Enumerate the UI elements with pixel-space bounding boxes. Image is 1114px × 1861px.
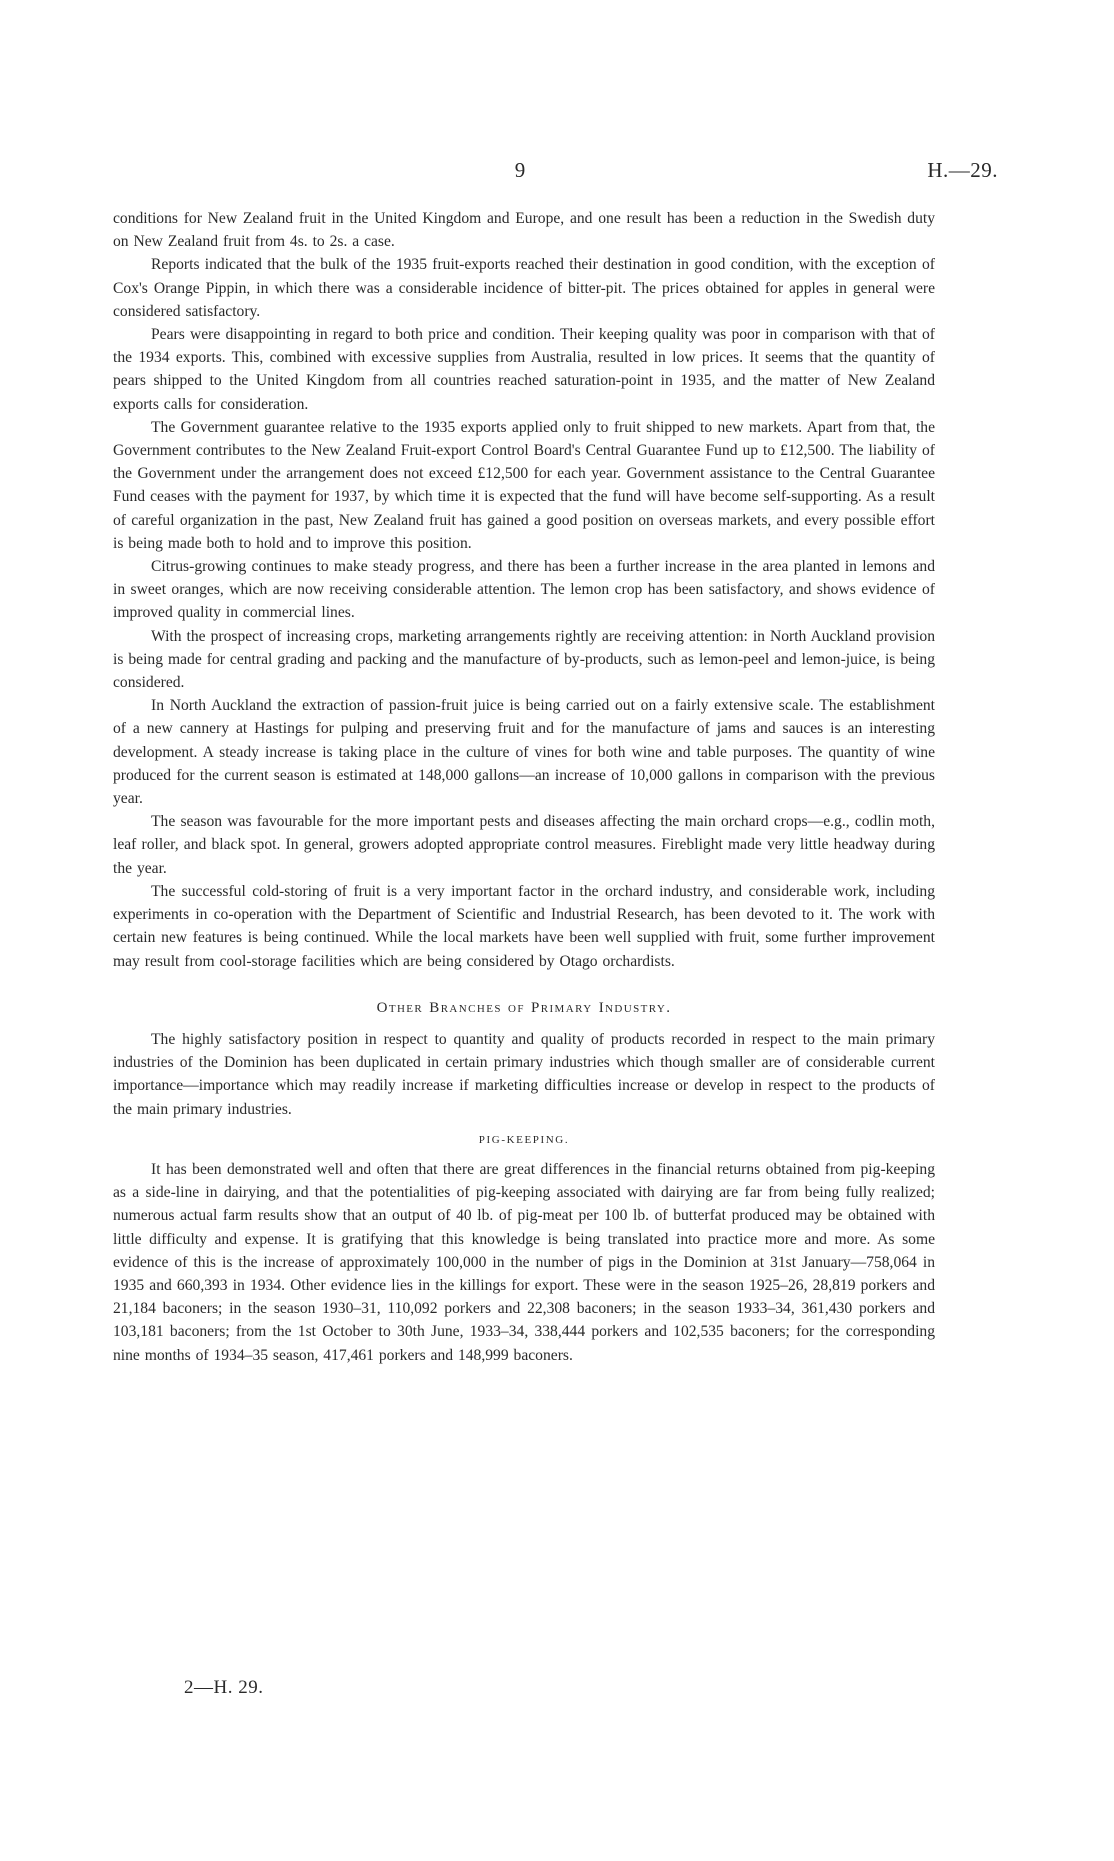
paragraph-6: With the prospect of increasing crops, marketing arrangements rightly are receiving attention: in North Auckland provision is being made for central grading and packing and the manufacture of by-products, such as lemon-peel and lemon-juice, is being considered. [113, 627, 935, 692]
paragraph-10: The highly satisfactory position in respect to quantity and quality of products recorded in respect to the main primary industries of the Dominion has been duplicated in certain primary industries which though smaller are of considerable current importance—importance which may readily increase if marketing difficulties increase or develop in respect to the products of the main primary industries. [113, 1030, 935, 1118]
paragraph-8: The season was favourable for the more important pests and diseases affecting the main orchard crops—e.g., codlin moth, leaf roller, and black spot. In general, growers adopted appropriate control measures. Fireblight made very little headway during the year. [113, 813, 935, 877]
signature-mark: 2—H. 29. [184, 1677, 264, 1698]
paragraph-9: The successful cold-storing of fruit is a very important factor in the orchard industry, and considerable work, including experiments in co-operation with the Department of Scientific and Industrial Research, has been devoted to it. The work with certain new features is being continued. While the local markets have been well supplied with fruit, some further improvement may result from cool-storage facilities which are being considered by Otago orchardists. [113, 882, 935, 970]
sub-heading-pig-keeping: PIG-KEEPING. [478, 1133, 570, 1146]
paragraph-1: conditions for New Zealand fruit in the United Kingdom and Europe, and one result has been a reduction in the Swedish duty on New Zealand fruit from 4s. to 2s. a case. [113, 210, 935, 251]
page-header [0, 158, 1114, 188]
section-heading-other-branches: Other Branches of Primary Industry. [376, 999, 672, 1016]
paragraph-5: Citrus-growing continues to make steady progress, and there has been a further increase in the area planted in lemons and in sweet oranges, which are now receiving considerable attention. The lemon crop has been satisfactory, and shows evidence of improved quality in commercial lines. [113, 558, 935, 622]
paragraph-2: Reports indicated that the bulk of the 1935 fruit-exports reached their destination in good condition, with the exception of Cox's Orange Pippin, in which there was a considerable incidence of bitter-pit. The prices obtained for apples in general were considered satisfactory. [113, 256, 935, 320]
paragraph-3: Pears were disappointing in regard to both price and condition. Their keeping quality was poor in comparison with that of the 1934 exports. This, combined with excessive supplies from Australia, resulted in low prices. It seems that the quantity of pears shipped to the United Kingdom from all countries reached saturation-point in 1935, and the matter of New Zealand exports calls for consideration. [113, 326, 935, 413]
body-text [113, 207, 935, 1367]
document-reference: H.—29. [927, 158, 998, 182]
paragraph-4: The Government guarantee relative to the 1935 exports applied only to fruit shipped to new markets. Apart from that, the Government contributes to the New Zealand Fruit-export Control Board's Central Guarantee Fund up to £12,500. The liability of the Government under the arrangement does not exceed £12,500 for each year. Government assistance to the Central Guarantee Fund ceases with the payment for 1937, by which time it is expected that the fund will have become self-supporting. As a result of careful organization in the past, New Zealand fruit has gained a good position on overseas markets, and every possible effort is being made both to hold and to improve this position. [113, 418, 935, 552]
paragraph-11: It has been demonstrated well and often that there are great differences in the financial returns obtained from pig-keeping as a side-line in dairying, and that the potentialities of pig-keeping associated with dairying are far from being fully realized; numerous actual farm results show that an output of 40 lb. of pig-meat per 100 lb. of butterfat produced may be obtained with little difficulty and expense. It is gratifying that this knowledge is being translated into practice more and more. As some evidence of this is the increase of approximately 100,000 in the number of pigs in the Dominion at 31st January—758,064 in 1935 and 660,393 in 1934. Other evidence lies in the killings for export. These were in the season 1925–26, 28,819 porkers and 21,184 baconers; in the season 1930–31, 110,092 porkers and 22,308 baconers; in the season 1933–34, 361,430 porkers and 103,181 baconers; from the 1st October to 30th June, 1933–34, 338,444 porkers and 102,535 baconers; for the corresponding nine months of 1934–35 season, 417,461 porkers and 148,999 baconers. [113, 1160, 935, 1364]
page-number: 9 [514, 158, 526, 182]
paragraph-7: In North Auckland the extraction of passion-fruit juice is being carried out on a fairly extensive scale. The establishment of a new cannery at Hastings for pulping and preserving fruit and for the manufacture of jams and sauces is an interesting development. A steady increase is taking place in the culture of vines for both wine and table purposes. The quantity of wine produced for the current season is estimated at 148,000 gallons—an increase of 10,000 gallons in comparison with the previous year. [113, 697, 935, 808]
